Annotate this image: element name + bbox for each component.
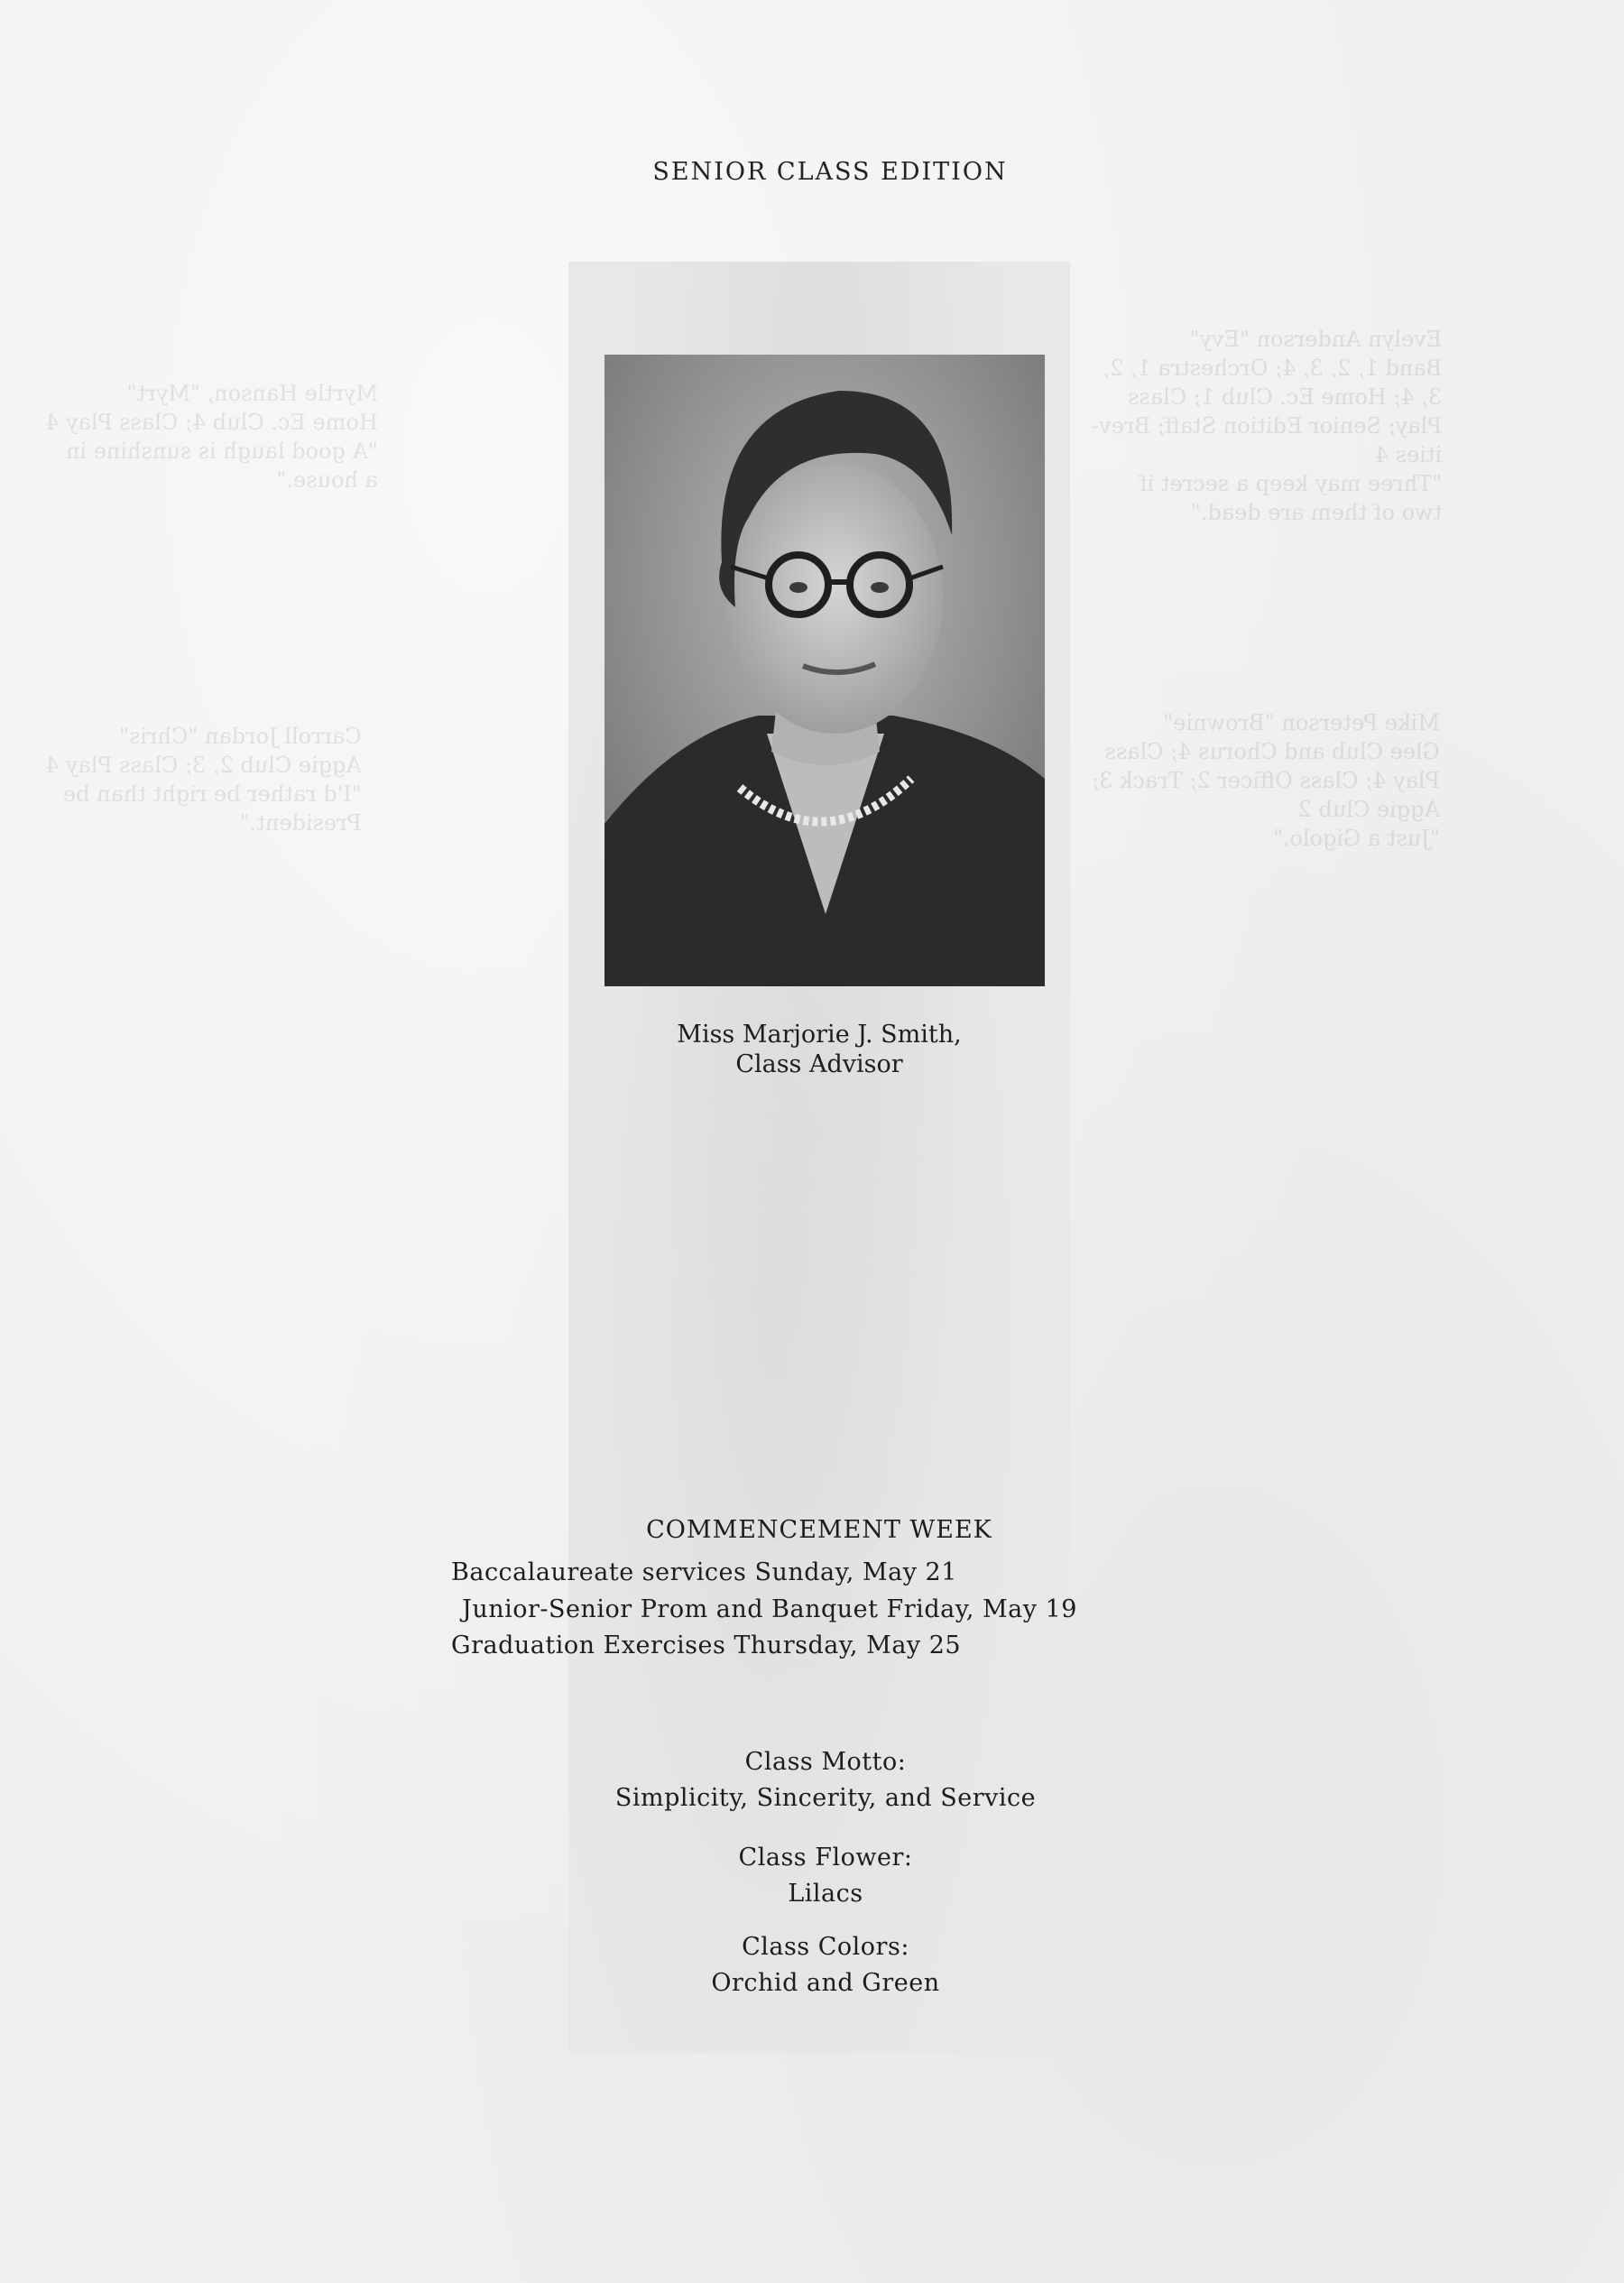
portrait-image	[604, 355, 1045, 986]
commencement-item-baccalaureate: Baccalaureate services Sunday, May 21	[451, 1558, 957, 1586]
commencement-item-prom: Junior-Senior Prom and Banquet Friday, May 19	[462, 1595, 1077, 1623]
commencement-item-graduation: Graduation Exercises Thursday, May 25	[451, 1631, 962, 1659]
class-motto: Simplicity, Sincerity, and Service	[614, 1784, 1037, 1812]
bleed-through-left-1: Myrtle Hanson, "Myrt" Home Ec. Club 4; Class Play 4 "A good laugh is sunshine in a house."	[45, 381, 378, 493]
class-colors: Orchid and Green	[711, 1969, 940, 1997]
bleed-through-right-2: Mike Peterson "Brownie" Glee Club and Chorus 4; Class Play 4; Class Officer 2; Track 3; Aggie Club 2 "Just a Gigolo."	[1092, 710, 1440, 851]
advisor-role: Class Advisor	[735, 1050, 903, 1078]
class-colors-label: Class Colors:	[742, 1933, 909, 1961]
advisor-name: Miss Marjorie J. Smith,	[677, 1021, 962, 1049]
page-header: SENIOR CLASS EDITION	[652, 158, 1008, 186]
class-motto-label: Class Motto:	[744, 1748, 907, 1776]
bleed-through-right-1: Evelyn Anderson "Evy" Band 1, 2, 3, 4; Orchestra 1, 2, 3, 4; Home Ec. Club 1; Class Play; Senior Edition Staff; Brev- ities 4 "Three may keep a secret if two of them are dead."	[1092, 327, 1443, 525]
class-flower-label: Class Flower:	[738, 1844, 913, 1872]
bleed-through-left-2: Carroll Jordan "Chris" Aggie Club 2, 3; Class Play 4 "I'd rather be right than be President."	[45, 724, 362, 836]
class-flower: Lilacs	[788, 1880, 863, 1908]
commencement-week-title: COMMENCEMENT WEEK	[646, 1516, 992, 1544]
advisor-portrait-photo	[604, 355, 1045, 986]
